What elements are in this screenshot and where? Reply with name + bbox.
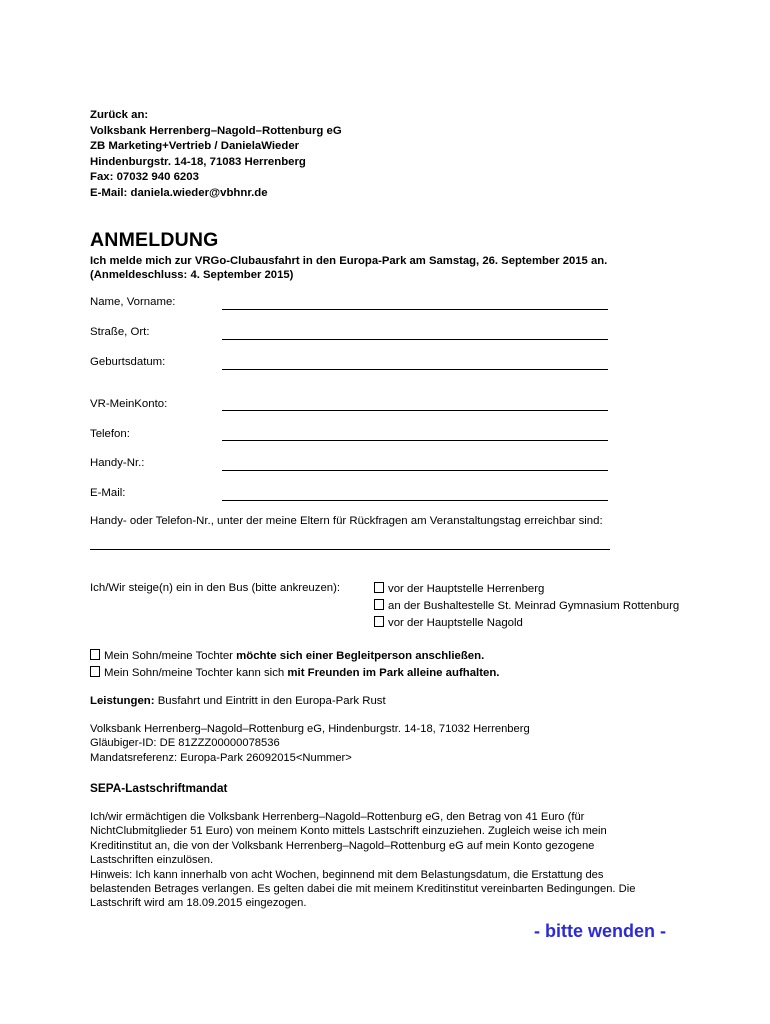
street-label: Straße, Ort: (90, 326, 150, 338)
page-title: ANMELDUNG (90, 229, 219, 251)
bus-option-label: vor der Hauptstelle Herrenberg (388, 583, 545, 595)
turn-page-hint: - bitte wenden - (534, 921, 666, 941)
mobile-field[interactable] (222, 470, 608, 471)
supervision-emphasis: möchte sich einer Begleitperson anschließen. (236, 650, 485, 662)
email-label: E-Mail: (90, 487, 126, 499)
services-label: Leistungen: (90, 695, 155, 707)
return-address-line: ZB Marketing+Vertrieb / DanielaWieder (90, 140, 300, 153)
return-address-line: Volksbank Herrenberg–Nagold–Rottenburg eG (90, 124, 342, 137)
services-line (90, 695, 386, 707)
checkbox-icon[interactable] (374, 616, 384, 627)
parent-contact-field[interactable] (90, 549, 610, 550)
phone-field[interactable] (222, 440, 608, 441)
sepa-line: Ich/wir ermächtigen die Volksbank Herrenberg–Nagold–Rottenburg eG, den Betrag von 41 Euro (für (90, 811, 585, 823)
supervision-option-friends[interactable] (90, 666, 499, 679)
parent-contact-label: Handy- oder Telefon-Nr., unter der meine Eltern für Rückfragen am Veranstaltungstag erreichbar sind: (90, 515, 603, 527)
sepa-line: Lastschriften einzulösen. (90, 854, 214, 867)
sepa-line: belastenden Betrages verlangen. Es gelten dabei die mit meinem Kreditinstitut vereinbarten Bedingungen. Die (90, 883, 636, 896)
return-address-line: Fax: 07032 940 6203 (90, 171, 199, 184)
supervision-option-companion[interactable] (90, 649, 484, 662)
bus-option-rottenburg[interactable] (374, 599, 679, 612)
sepa-line: Kreditinstitut an, die von der Volksbank Herrenberg–Nagold–Rottenburg eG auf mein Konto gezogene (90, 839, 595, 852)
intro-line-2: (Anmeldeschluss: 4. September 2015) (90, 269, 294, 281)
email-field[interactable] (222, 500, 608, 501)
bus-option-label: an der Bushaltestelle St. Meinrad Gymnasium Rottenburg (388, 600, 680, 612)
sepa-heading: SEPA-Lastschriftmandat (90, 781, 228, 795)
return-address (90, 108, 342, 202)
sepa-line: Hinweis: Ich kann innerhalb von acht Wochen, beginnend mit dem Belastungsdatum, die Erstattung des (90, 868, 604, 881)
checkbox-icon[interactable] (374, 582, 384, 593)
mobile-label: Handy-Nr.: (90, 457, 145, 469)
birthdate-field[interactable] (222, 369, 608, 370)
intro-line-1: Ich melde mich zur VRGo-Clubausfahrt in den Europa-Park am Samstag, 26. September 2015 an. (90, 255, 608, 267)
return-address-line: E-Mail: daniela.wieder@vbhnr.de (90, 186, 268, 199)
supervision-prefix: Mein Sohn/meine Tochter kann sich (104, 667, 288, 679)
mandate-reference: Mandatsreferenz: Europa-Park 26092015<Nummer> (90, 751, 352, 764)
account-field[interactable] (222, 410, 608, 411)
intro-text (90, 254, 607, 282)
return-address-line: Zurück an: (90, 109, 149, 121)
name-field[interactable] (222, 309, 608, 310)
services-text: Busfahrt und Eintritt in den Europa-Park Rust (154, 695, 386, 707)
birthdate-label: Geburtsdatum: (90, 356, 166, 368)
sepa-text (90, 810, 730, 911)
creditor-info (90, 722, 730, 765)
sepa-line: Lastschrift wird am 18.09.2015 eingezogen. (90, 897, 307, 910)
creditor-id: Gläubiger-ID: DE 81ZZZ00000078536 (90, 737, 280, 750)
bus-option-label: vor der Hauptstelle Nagold (388, 617, 523, 629)
bus-option-nagold[interactable] (374, 616, 523, 629)
bus-label: Ich/Wir steige(n) ein in den Bus (bitte ankreuzen): (90, 582, 341, 594)
supervision-prefix: Mein Sohn/meine Tochter (104, 650, 237, 662)
phone-label: Telefon: (90, 428, 130, 440)
checkbox-icon[interactable] (90, 649, 100, 660)
street-field[interactable] (222, 339, 608, 340)
account-label: VR-MeinKonto: (90, 398, 168, 410)
checkbox-icon[interactable] (374, 599, 384, 610)
sepa-line: NichtClubmitglieder 51 Euro) von meinem Konto mittels Lastschrift einzuziehen. Zugleich weise ich mein (90, 825, 607, 838)
creditor-line: Volksbank Herrenberg–Nagold–Rottenburg eG, Hindenburgstr. 14-18, 71032 Herrenberg (90, 723, 530, 735)
supervision-emphasis: mit Freunden im Park alleine aufhalten. (287, 667, 500, 679)
name-label: Name, Vorname: (90, 296, 176, 308)
bus-option-herrenberg[interactable] (374, 582, 544, 595)
return-address-line: Hindenburgstr. 14-18, 71083 Herrenberg (90, 155, 306, 168)
checkbox-icon[interactable] (90, 666, 100, 677)
